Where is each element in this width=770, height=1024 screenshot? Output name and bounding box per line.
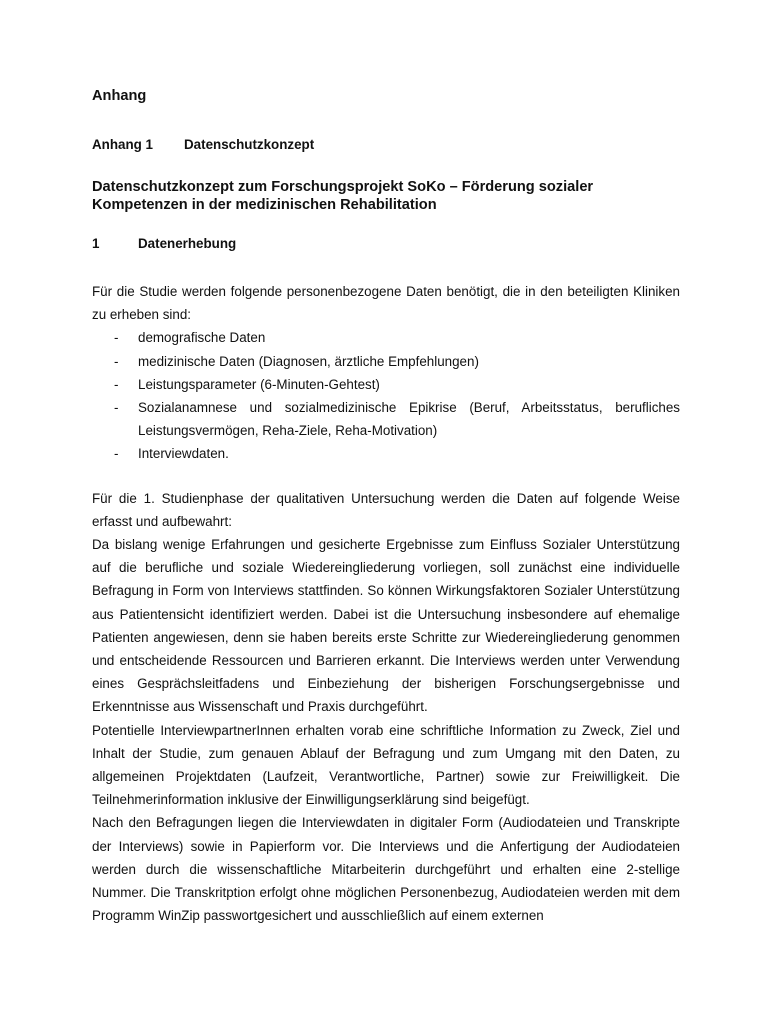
appendix-number: Anhang 1 xyxy=(92,137,154,152)
list-item xyxy=(92,442,680,465)
appendix-subheading xyxy=(92,136,680,154)
list-item xyxy=(92,326,680,349)
list-item-text: Sozialanamnese und sozialmedizinische Epikrise (Beruf, Arbeitsstatus, berufliches Leistungsvermögen, Reha-Ziele, Reha-Motivation) xyxy=(138,400,680,439)
list-item-text: Leistungsparameter (6-Minuten-Gehtest) xyxy=(138,376,380,392)
body-paragraph: Nach den Befragungen liegen die Interviewdaten in digitaler Form (Audiodateien und Transkripte der Interviews) sowie in Papierform vor. Die Interviews und die Anfertigung der Audiodateien werden durch die wissenschaftliche Mitarbeiterin durchgeführt und erhalten eine 2-stellige Nummer. Die Transkritption erfolgt ohne möglichen Personenbezug, Audiodateien werden mit dem Programm WinZip passwortgesichert und ausschließlich auf einem externen xyxy=(92,815,680,924)
appendix-heading: Anhang xyxy=(92,88,147,104)
body-paragraph: Da bislang wenige Erfahrungen und gesicherte Ergebnisse zum Einfluss Sozialer Unterstützung auf die berufliche und soziale Wiedereingliederung vorliegen, soll zunächst eine individuelle Befragung in Form von Interviews stattfinden. So können Wirkungsfaktoren Sozialer Unterstützung aus Patientensicht identifiziert werden. Dabei ist die Untersuchung insbesondere auf ehemalige Patienten angewiesen, denn sie haben bereits erste Schritte zur Wiedereingliederung genommen und entscheidende Ressourcen und Barrieren erkannt. Die Interviews werden unter Verwendung eines Gesprächsleitfadens und Einbeziehung der bisherigen Forschungsergebnisse und Erkenntnisse aus Wissenschaft und Praxis durchgeführt. xyxy=(92,537,680,715)
data-list xyxy=(92,326,680,465)
list-item-text: Interviewdaten. xyxy=(138,446,229,462)
list-marker: - xyxy=(114,330,119,346)
body-paragraph: Potentielle InterviewpartnerInnen erhalten vorab eine schriftliche Information zu Zweck, Ziel und Inhalt der Studie, zum genauen Ablauf der Befragung und zum Umgang mit den Daten, zu allgemeinen Projektdaten (Laufzeit, Verantwortliche, Partner) sowie zur Freiwilligkeit. Die Teilnehmerinformation inklusive der Einwilligungserklärung sind beigefügt. xyxy=(92,722,680,808)
intro-paragraph: Für die Studie werden folgende personenbezogene Daten benötigt, die in den beteiligten Kliniken zu erheben sind: xyxy=(92,284,680,323)
section-heading xyxy=(92,235,680,253)
document-title: Datenschutzkonzept zum Forschungsprojekt SoKo – Förderung sozialer Kompetenzen in der medizinischen Rehabilitation xyxy=(92,179,594,213)
appendix-title: Datenschutzkonzept xyxy=(184,137,315,152)
section-number: 1 xyxy=(92,236,100,251)
section-title: Datenerhebung xyxy=(138,236,237,251)
list-marker: - xyxy=(114,376,119,392)
list-item xyxy=(92,396,680,442)
list-marker: - xyxy=(114,353,119,369)
list-item xyxy=(92,373,680,396)
list-item xyxy=(92,350,680,373)
body-paragraph: Für die 1. Studienphase der qualitativen Untersuchung werden die Daten auf folgende Weise erfasst und aufbewahrt: xyxy=(92,490,680,529)
list-marker: - xyxy=(114,446,119,462)
list-item-text: medizinische Daten (Diagnosen, ärztliche Empfehlungen) xyxy=(138,353,479,369)
list-marker: - xyxy=(114,400,119,416)
list-item-text: demografische Daten xyxy=(138,330,266,346)
page-content xyxy=(92,86,680,927)
